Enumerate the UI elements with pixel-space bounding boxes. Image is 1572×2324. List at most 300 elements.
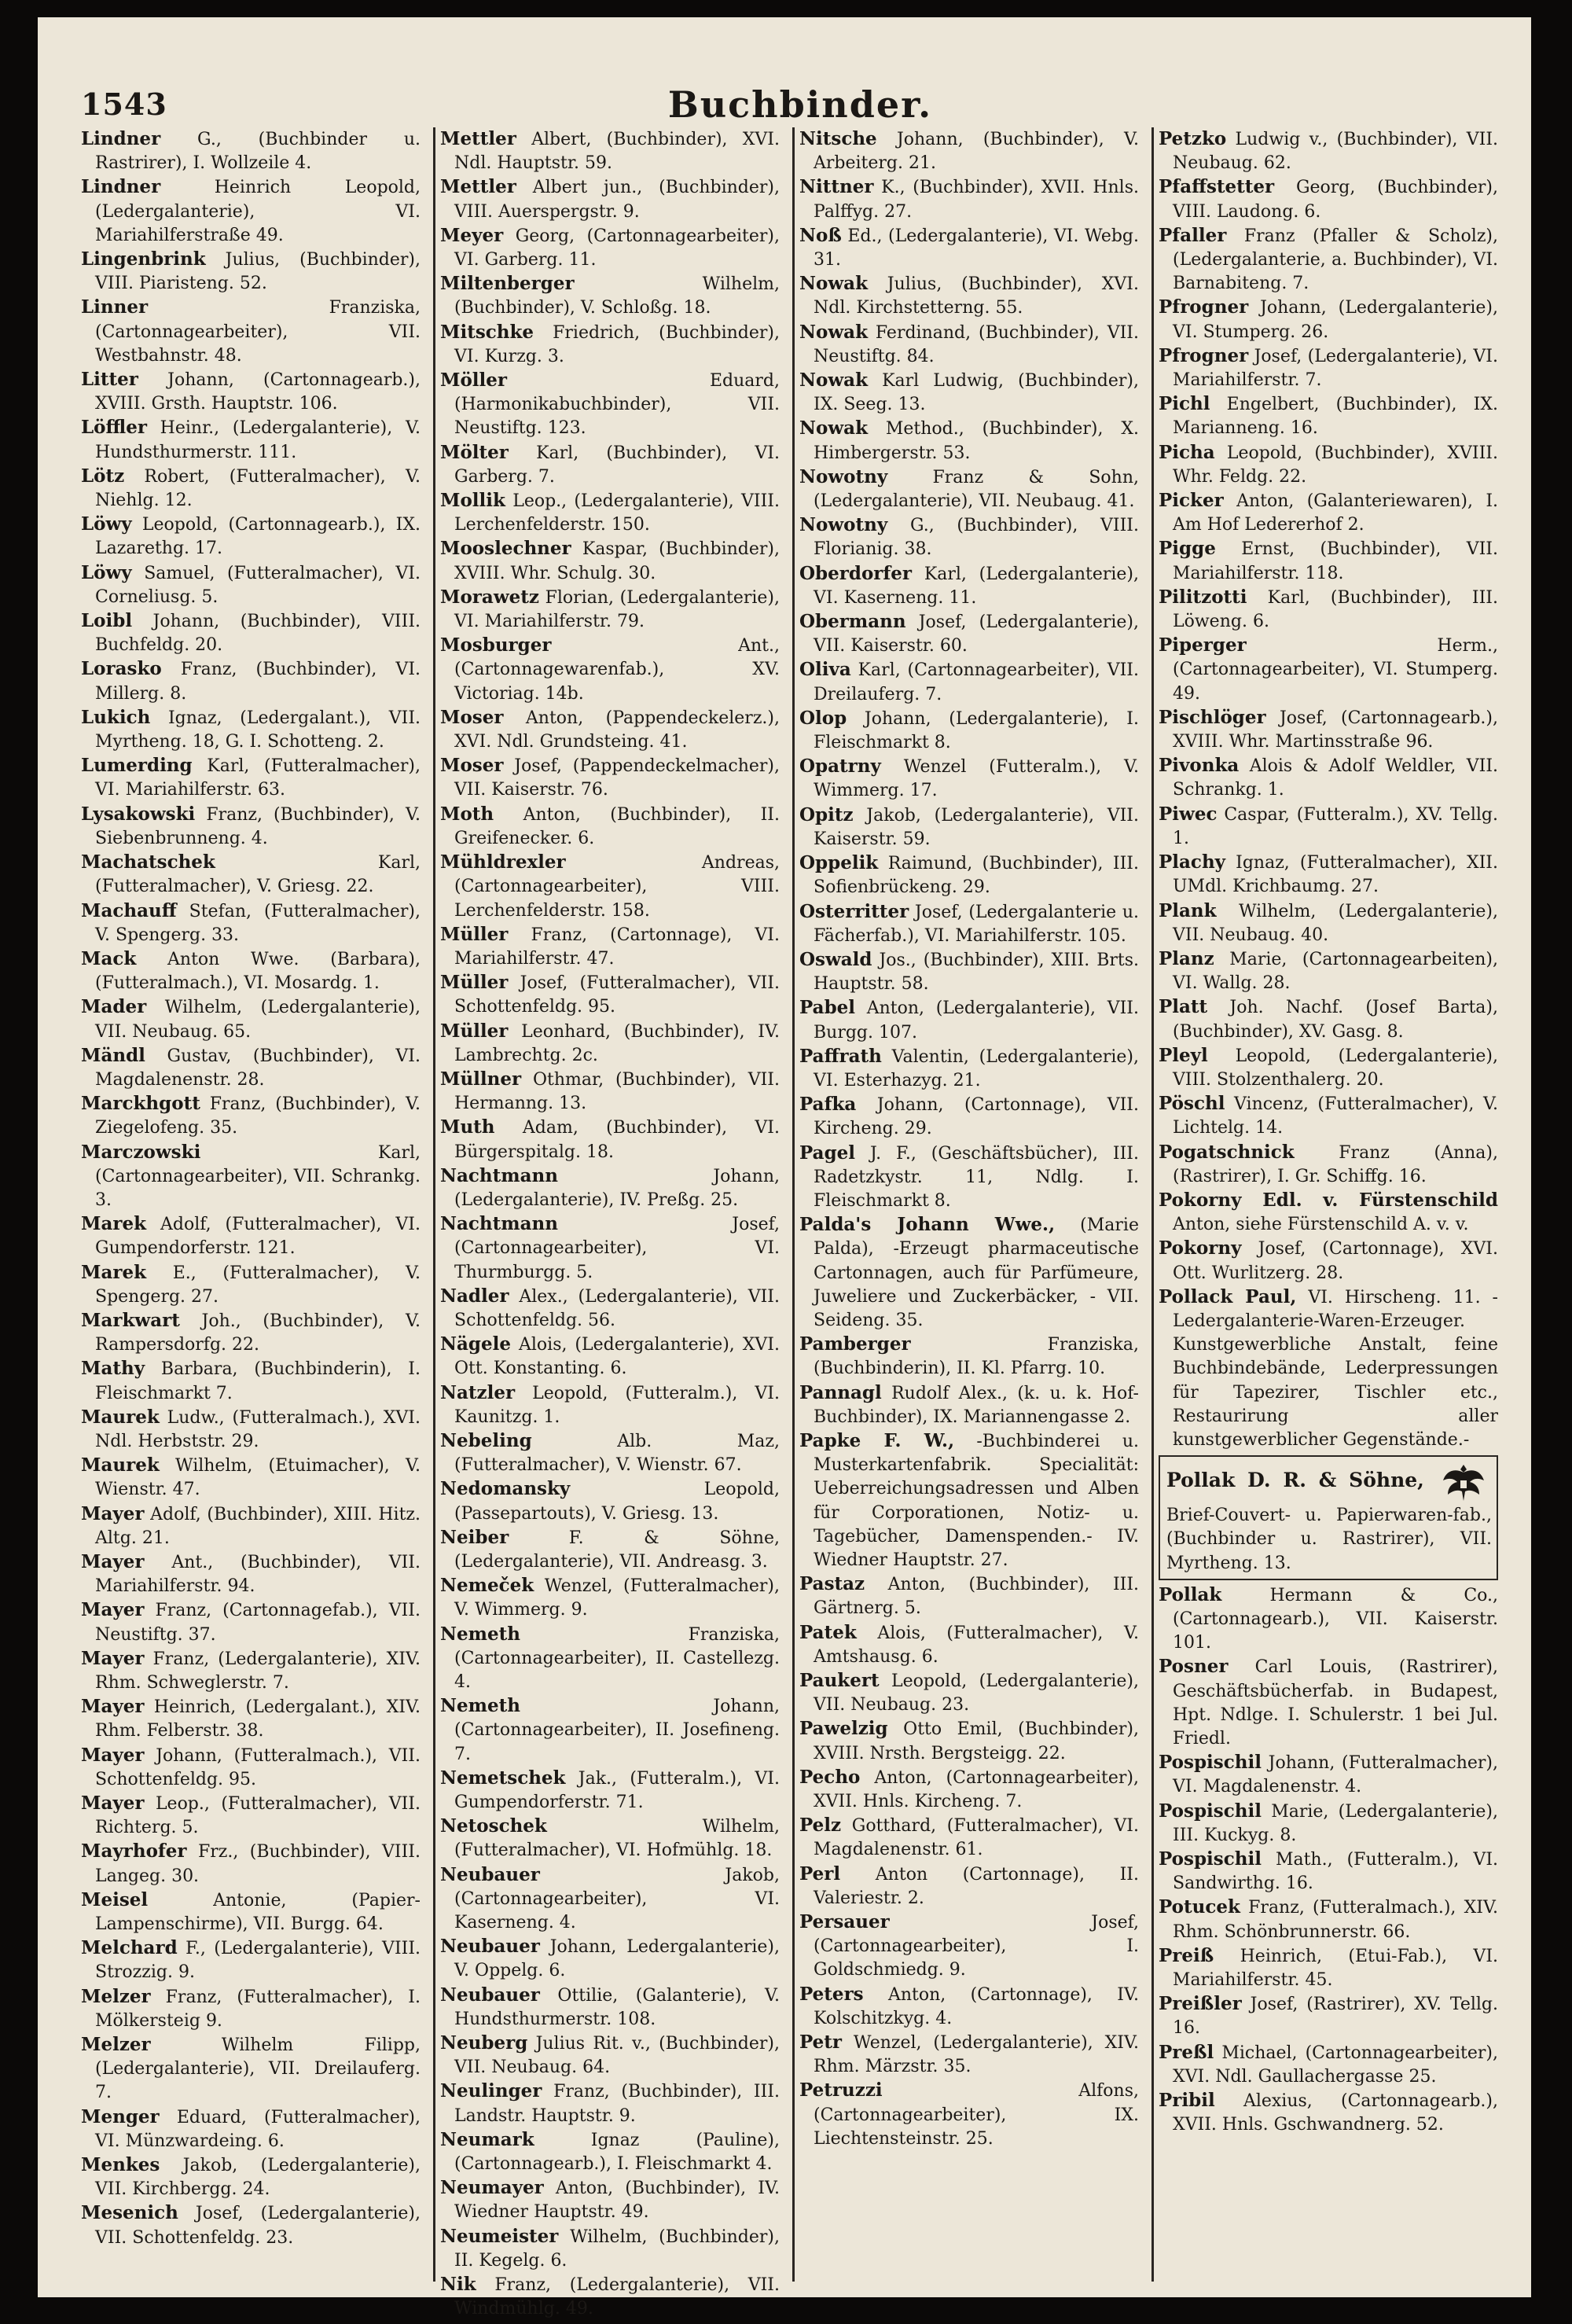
directory-entry (440, 489, 780, 537)
entry-name: Loibl (81, 610, 133, 632)
directory-entry (81, 1550, 421, 1598)
entry-details: E., (Futteralmacher), V. Spengerg. 27. (95, 1263, 421, 1307)
directory-entry (81, 851, 421, 899)
directory-entry (81, 561, 421, 609)
directory-entry (81, 1792, 421, 1840)
directory-entry (440, 1381, 780, 1429)
entry-name: Pospischil (1159, 1800, 1262, 1822)
entry-details: Otto Emil, (Buchbinder), XVIII. Nrsth. Bergsteigg. 22. (814, 1719, 1140, 1763)
directory-entry (81, 368, 421, 416)
entry-details: Leopold, (Ledergalanterie), VII. Neubaug. 23. (814, 1671, 1140, 1715)
entry-details: Andreas, (Cartonnagearbeiter), VIII. Lerchenfelderstr. 158. (454, 853, 780, 921)
entry-details: Karl, (Ledergalanterie), VI. Kaserneng. 11. (814, 564, 1140, 608)
entry-name: Pogatschnick (1159, 1141, 1295, 1163)
directory-entry (799, 562, 1139, 610)
entry-details: Stefan, (Futteralmacher), V. Spengerg. 33. (95, 901, 421, 945)
entry-details: Alex., (Ledergalanterie), VII. Schottenfeldg. 56. (454, 1286, 780, 1330)
entry-details: Wilhelm, (Buchbinder), II. Kegelg. 6. (454, 2227, 780, 2271)
directory-entry (1159, 1944, 1498, 1992)
directory-entry (1159, 1896, 1498, 1943)
directory-entry (81, 2105, 421, 2153)
directory-entry (440, 586, 780, 634)
directory-entry (799, 658, 1139, 706)
entry-name: Netoschek (440, 1815, 547, 1837)
entry-details: F. & Söhne, (Ledergalanterie), VII. Andreasg. 3. (454, 1528, 780, 1572)
entry-details: Marie, (Cartonnagearbeiten), VI. Wallg. 28. (1173, 949, 1498, 994)
entry-details: Raimund, (Buchbinder), III. Sofienbrückeng. 29. (814, 854, 1139, 898)
directory-entry (1159, 224, 1498, 296)
entry-details: Othmar, (Buchbinder), VII. Hermanng. 13. (454, 1069, 780, 1114)
entry-name: Potucek (1159, 1896, 1240, 1918)
entry-details: Karl, (Cartonnagearbeiter), VII. Schrankg. 3. (95, 1142, 421, 1210)
directory-entry (799, 465, 1139, 513)
directory-entry (440, 851, 780, 923)
entry-name: Mühldrexler (440, 851, 566, 873)
directory-entry (440, 634, 780, 706)
entry-details: Alois, (Ledergalanterie), XVI. Ott. Konstanting. 6. (454, 1335, 780, 1379)
entry-name: Marek (81, 1213, 147, 1235)
directory-entry (81, 1044, 421, 1092)
entry-name: Preißler (1159, 1993, 1242, 2015)
entry-details: Josef, (Cartonnagearb.), XVIII. Whr. Martinsstraße 96. (1173, 708, 1498, 752)
directory-entry (799, 610, 1139, 658)
entry-name: Mayrhofer (81, 1840, 187, 1863)
directory-entry (440, 537, 780, 585)
directory-entry (440, 1863, 780, 1936)
entry-details: Georg, (Cartonnagearbeiter), VI. Garberg. 11. (454, 226, 780, 270)
directory-entry (81, 706, 421, 754)
directory-entry (440, 1333, 780, 1381)
directory-entry (81, 2033, 421, 2105)
directory-entry (440, 1526, 780, 1574)
entry-name: Löffler (81, 417, 147, 439)
entry-name: Mayer (81, 1502, 145, 1524)
directory-entry (799, 1717, 1139, 1765)
entry-name: Perl (799, 1863, 841, 1885)
entry-name: Mayer (81, 1647, 145, 1669)
entry-details: Joh., (Buchbinder), V. Rampersdorfg. 22. (95, 1311, 421, 1355)
entry-details: Wilhelm, (Ledergalanterie), VII. Neubaug. 40. (1173, 901, 1499, 945)
entry-name: Mitschke (440, 321, 534, 343)
entry-name: Müller (440, 923, 509, 945)
directory-entry (440, 2128, 780, 2176)
directory-entry (440, 2225, 780, 2273)
entry-name: Neubauer (440, 1936, 540, 1958)
entry-name: Picker (1159, 490, 1224, 512)
entry-name: Miltenberger (440, 273, 575, 295)
entry-details: Anton (Cartonnage), II. Valeriestr. 2. (814, 1864, 1139, 1908)
entry-name: Muth (440, 1116, 495, 1138)
directory-entry (81, 1695, 421, 1743)
entry-details: Leop., (Ledergalanterie), VIII. Lerchenfelderstr. 150. (454, 491, 780, 535)
entry-name: Nebeling (440, 1429, 532, 1451)
directory-entry (81, 1888, 421, 1936)
entry-details: Heinrich, (Etui-Fab.), VI. Mariahilferstr. 45. (1173, 1946, 1498, 1991)
entry-name: Nemetschek (440, 1767, 566, 1789)
directory-entry (799, 1863, 1139, 1910)
entry-details: Wilhelm, (Futteralmacher), VI. Hofmühlg. 18. (454, 1817, 780, 1861)
entry-details: Johann, (Futteralmacher), VI. Magdalenenstr. 4. (1173, 1753, 1499, 1797)
entry-details: Franz, (Buchbinder), VI. Millerg. 8. (95, 660, 421, 704)
entry-name: Lingenbrink (81, 248, 206, 270)
entry-name: Pokorny Edl. v. Fürstenschild (1159, 1189, 1498, 1211)
directory-entry (81, 1744, 421, 1792)
entry-name: Menger (81, 2105, 160, 2127)
entry-details: Engelbert, (Buchbinder), IX. Marianneng. 16. (1173, 395, 1499, 439)
entry-details: Johann, (Ledergalanterie), VI. Stumperg. 26. (1173, 298, 1498, 342)
entry-details: (Marie Palda), -Erzeugt pharmaceutische Cartonnagen, auch für Parfümeure, Juweliere und Zuckerbäcker, - VII. Seideng. 35. (814, 1215, 1139, 1330)
entry-name: Pleyl (1159, 1044, 1208, 1066)
entry-details: Math., (Futteralm.), VI. Sandwirthg. 16. (1173, 1850, 1498, 1894)
entry-details: Antonie, (Papier-Lampenschirme), VII. Burgg. 64. (95, 1890, 421, 1935)
column-2 (440, 127, 786, 2319)
entry-details: Anton, (Buchbinder), IV. Wiedner Hauptstr. 49. (454, 2179, 780, 2223)
entry-details: Herm., (Cartonnagearbeiter), VI. Stumperg. 49. (1173, 636, 1498, 704)
entry-details: Julius, (Buchbinder), XVI. Ndl. Kirchstetterng. 55. (814, 274, 1139, 318)
entry-name: Posner (1159, 1656, 1229, 1678)
directory-entry (440, 321, 780, 369)
entry-details: Gustav, (Buchbinder), VI. Magdalenenstr. 28. (95, 1046, 421, 1090)
entry-name: Pigge (1159, 538, 1216, 560)
directory-entry (1159, 1800, 1498, 1848)
entry-details: Karl, (Buchbinder), III. Löweng. 6. (1173, 587, 1498, 632)
directory-entry (1159, 441, 1498, 489)
entry-details: Albert, (Buchbinder), XVI. Ndl. Hauptstr. 59. (454, 130, 780, 174)
entry-name: Nowotny (799, 465, 888, 487)
entry-name: Lorasko (81, 658, 162, 680)
directory-entry (799, 1213, 1139, 1333)
entry-details: VI. Hirscheng. 11. -Ledergalanterie-Waren-Erzeuger. Kunstgewerbliche Anstalt, feine Buchbindebände, Lederpressungen für Tapezirer, Tischler etc., Restaurirung aller kunstgewerblicher Gegenstände.- (1173, 1287, 1498, 1450)
entry-details: Franz, (Cartonnage), VI. Mariahilferstr. 47. (454, 925, 780, 969)
directory-entry (81, 1261, 421, 1309)
entry-details: Josef, (Rastrirer), XV. Tellg. 16. (1173, 1995, 1498, 2039)
entry-details: Anton, (Cartonnage), IV. Kolschitzkyg. 4. (814, 1984, 1139, 2028)
entry-details: Leopold, (Futteralm.), VI. Kaunitzg. 1. (454, 1383, 780, 1427)
entry-name: Nowak (799, 417, 869, 439)
entry-name: Nemeth (440, 1623, 520, 1645)
entry-details: Johann, (Cartonnagearbeiter), II. Josefineng. 7. (454, 1697, 780, 1764)
entry-name: Paukert (799, 1670, 880, 1691)
directory-entry (1159, 537, 1498, 585)
directory-entry (440, 2079, 780, 2127)
entry-details: Anton, (Ledergalanterie), VII. Burgg. 107. (814, 998, 1139, 1042)
entry-details: Franz, (Ledergalanterie), VII. Windmühlg. 49. (454, 2275, 780, 2319)
entry-details: Franz, (Buchbinder), III. Landstr. Hauptstr. 9. (454, 2082, 780, 2126)
entry-name: Mayer (81, 1793, 145, 1815)
entry-details: Wilhelm, (Ledergalanterie), VII. Neubaug. 65. (95, 998, 421, 1042)
entry-name: Lindner (81, 128, 161, 149)
entry-name: Oliva (799, 659, 851, 681)
directory-entry (440, 1285, 780, 1333)
directory-entry (81, 2153, 421, 2201)
entry-name: Nittner (799, 176, 874, 198)
directory-entry (1159, 296, 1498, 344)
entry-details: Karl, (Futteralmacher), VI. Mariahilferstr. 63. (95, 756, 421, 800)
entry-name: Nik (440, 2274, 476, 2296)
entry-details: Karl, (Buchbinder), VI. Garberg. 7. (454, 443, 780, 487)
directory-entry (81, 1406, 421, 1454)
entry-name: Möller (440, 370, 508, 392)
entry-details: Caspar, (Futteralm.), XV. Tellg. 1. (1173, 804, 1498, 848)
directory-entry (440, 1020, 780, 1068)
directory-entry (440, 971, 780, 1019)
entry-name: Petr (799, 2032, 843, 2054)
entry-details: Ottilie, (Galanterie), V. Hundsthurmerstr. 108. (454, 1985, 780, 2029)
directory-entry (440, 175, 780, 223)
entry-name: Picha (1159, 441, 1215, 463)
entry-details: Franziska, (Cartonnagearbeiter), VII. Westbahnstr. 48. (95, 298, 421, 366)
entry-details: Leopold, (Buchbinder), XVIII. Whr. Feldg. 22. (1173, 443, 1498, 487)
directory-entry (799, 1814, 1139, 1862)
directory-entry (81, 1454, 421, 1502)
directory-entry (1159, 1237, 1498, 1285)
entry-details: Josef, (Ledergalanterie u. Fächerfab.), VI. Mariahilferstr. 105. (814, 902, 1139, 946)
directory-entry (440, 369, 780, 441)
directory-entry (1159, 851, 1498, 899)
directory-entry (1159, 947, 1498, 995)
entry-details: Kaspar, (Buchbinder), XVIII. Whr. Schulg. 30. (454, 539, 780, 583)
entry-details: Georg, (Buchbinder), VIII. Laudong. 6. (1173, 178, 1498, 222)
entry-details: Wilhelm Filipp, (Ledergalanterie), VII. Dreilauferg. 7. (95, 2035, 421, 2103)
directory-entry (440, 1429, 780, 1477)
entry-details: Leopold, (Ledergalanterie), VIII. Stolzenthalerg. 20. (1173, 1046, 1499, 1090)
directory-entry (440, 272, 780, 320)
directory-entry (799, 272, 1139, 320)
entry-details: Wenzel, (Ledergalanterie), XIV. Rhm. Märzstr. 35. (814, 2033, 1139, 2077)
entry-details: Joh. Nachf. (Josef Barta), (Buchbinder), XV. Gasg. 8. (1173, 998, 1498, 1042)
entry-details: Josef, (Ledergalanterie), VII. Kaiserstr. 60. (814, 612, 1139, 656)
directory-entry (799, 1910, 1139, 1983)
entry-name: Nitsche (799, 128, 877, 149)
entry-name: Oswald (799, 948, 872, 970)
directory-entry (799, 321, 1139, 369)
entry-name: Nemeth (440, 1695, 520, 1717)
directory-entry (81, 1936, 421, 1984)
entry-name: Moser (440, 755, 504, 777)
column-3 (799, 127, 1145, 2282)
entry-name: Melzer (81, 1985, 151, 2007)
entry-name: Löwy (81, 561, 132, 583)
entry-details: Franz, (Buchbinder), V. Siebenbrunneng. 4. (95, 804, 421, 848)
directory-columns (81, 127, 1527, 2319)
entry-name: Nachtmann (440, 1164, 558, 1186)
entry-name: Pagel (799, 1142, 856, 1164)
entry-details: F., (Ledergalanterie), VIII. Strozzig. 9. (95, 1939, 421, 1983)
directory-entry (1159, 1751, 1498, 1799)
directory-entry (440, 803, 780, 851)
directory-page (38, 17, 1531, 2319)
entry-name: Pribil (1159, 2090, 1215, 2112)
entry-details: Wenzel, (Futteralmacher), V. Wimmerg. 9. (454, 1576, 780, 1620)
entry-details: G., (Buchbinder), VIII. Florianig. 38. (814, 516, 1139, 560)
entry-details: Friedrich, (Buchbinder), VI. Kurzg. 3. (454, 322, 780, 366)
directory-entry (81, 2201, 421, 2249)
entry-details: Franz (Anna), (Rastrirer), I. Gr. Schiffg. 16. (1173, 1142, 1499, 1186)
entry-name: Planz (1159, 947, 1214, 969)
directory-entry (81, 609, 421, 657)
directory-entry (81, 1502, 421, 1550)
entry-details: Heinr., (Ledergalanterie), V. Hundsthurmerstr. 111. (95, 418, 421, 462)
directory-entry (440, 1164, 780, 1212)
entry-details: Alb. Maz, (Futteralmacher), V. Wienstr. 67. (454, 1431, 780, 1476)
entry-details: Jak., (Futteralm.), VI. Gumpendorferstr. 71. (454, 1768, 780, 1813)
entry-name: Pichl (1159, 393, 1210, 415)
entry-details: Johann, (Futteralmach.), VII. Schottenfeldg. 95. (95, 1745, 421, 1789)
entry-name: Mathy (81, 1358, 145, 1380)
entry-name: Löwy (81, 513, 132, 535)
directory-entry (440, 224, 780, 272)
column-4 (1159, 127, 1504, 2282)
entry-name: Neuberg (440, 2032, 528, 2054)
entry-name: Mettler (440, 176, 516, 198)
entry-details: Josef, (Cartonnagearbeiter), I. Goldschmiedg. 9. (814, 1913, 1139, 1980)
entry-details: Josef, (Cartonnage), XVI. Ott. Wurlitzerg. 28. (1173, 1239, 1498, 1283)
entry-details: Method., (Buchbinder), X. Himbergerstr. 53. (814, 419, 1139, 463)
entry-details: Franz & Sohn, (Ledergalanterie), VII. Neubaug. 41. (814, 467, 1139, 512)
directory-entry (799, 996, 1139, 1044)
entry-name: Pilitzotti (1159, 586, 1247, 608)
entry-details: Jakob, (Ledergalanterie), VII. Kaiserstr. 59. (814, 805, 1139, 849)
entry-details: Wilhelm, (Etuimacher), V. Wienstr. 47. (95, 1456, 421, 1500)
directory-entry (1159, 1848, 1498, 1896)
entry-details: Albert jun., (Buchbinder), VIII. Auerspergstr. 9. (454, 178, 780, 222)
directory-entry (440, 127, 780, 175)
entry-details: Michael, (Cartonnagearbeiter), XVI. Ndl. Gaullachergasse 25. (1173, 2043, 1498, 2087)
entry-name: Pospischil (1159, 1752, 1262, 1774)
entry-name: Nachtmann (440, 1213, 558, 1235)
entry-name: Pfrogner (1159, 296, 1249, 318)
entry-name: Linner (81, 296, 149, 318)
entry-name: Mändl (81, 1044, 145, 1066)
directory-entry (1159, 1992, 1498, 2040)
entry-name: Marek (81, 1261, 147, 1283)
page-header (81, 72, 1519, 127)
entry-name: Litter (81, 369, 138, 391)
entry-details: Alfons, (Cartonnagearbeiter), IX. Liechtensteinstr. 25. (814, 2081, 1139, 2149)
entry-name: Mesenich (81, 2202, 178, 2224)
directory-entry (440, 1694, 780, 1767)
entry-name: Pecho (799, 1766, 861, 1788)
directory-entry (799, 127, 1139, 175)
directory-entry (799, 1142, 1139, 1214)
entry-details: Ant., (Buchbinder), VII. Mariahilferstr. 94. (95, 1552, 421, 1597)
entry-details: G., (Buchbinder u. Rastrirer), I. Wollzeile 4. (95, 130, 421, 174)
directory-entry (1159, 175, 1498, 223)
entry-name: Maurek (81, 1454, 160, 1476)
entry-name: Pfrogner (1159, 344, 1249, 366)
entry-details: Josef, (Cartonnagearbeiter), VI. Thurmburgg. 5. (454, 1215, 780, 1282)
directory-entry (799, 851, 1139, 899)
entry-name: Preiß (1159, 1944, 1214, 1966)
entry-name: Maurek (81, 1406, 160, 1428)
directory-entry (1159, 1189, 1498, 1237)
entry-details: Franz, (Buchbinder), V. Ziegelofeng. 35. (95, 1094, 421, 1138)
entry-name: Lysakowski (81, 803, 196, 825)
directory-entry (81, 248, 421, 296)
entry-details: Josef, (Ledergalanterie), VI. Mariahilferstr. 7. (1173, 346, 1498, 391)
entry-name: Menkes (81, 2154, 160, 2176)
entry-name: Opitz (799, 803, 854, 826)
entry-name: Pfaller (1159, 224, 1227, 246)
entry-details: Josef, (Pappendeckelmacher), VII. Kaiserstr. 76. (454, 756, 780, 800)
page-number: 1543 (81, 86, 167, 122)
entry-details: Leop., (Futteralmacher), VII. Richterg. 5. (95, 1794, 421, 1838)
entry-details: Eduard, (Harmonikabuchbinder), VII. Neustiftg. 123. (454, 371, 780, 439)
directory-entry (1159, 803, 1498, 851)
directory-entry (440, 754, 780, 802)
directory-entry (1159, 754, 1498, 802)
entry-details: Alois & Adolf Weldler, VII. Schrankg. 1. (1173, 756, 1498, 800)
directory-entry (799, 1669, 1139, 1717)
entry-name: Pollak D. R. & Söhne, (1166, 1469, 1424, 1492)
entry-name: Olop (799, 707, 847, 729)
entry-name: Neubauer (440, 1984, 540, 2006)
column-divider (433, 127, 435, 2282)
entry-details: Franz, (Futteralmach.), XIV. Rhm. Schönbrunnerstr. 66. (1173, 1898, 1499, 1942)
entry-name: Lumerding (81, 755, 193, 777)
entry-name: Nägele (440, 1333, 512, 1355)
entry-name: Meyer (440, 224, 504, 246)
entry-name: Neumayer (440, 2177, 544, 2199)
directory-entry (440, 1068, 780, 1116)
entry-details: Karl, (Cartonnagearbeiter), VII. Dreilauferg. 7. (814, 660, 1139, 704)
entry-name: Pafka (799, 1094, 857, 1116)
entry-name: Nowotny (799, 514, 888, 536)
directory-entry (440, 1574, 780, 1622)
entry-details: Leopold, (Passepartouts), V. Griesg. 13. (454, 1480, 780, 1524)
directory-entry (799, 2031, 1139, 2079)
column-1 (81, 127, 427, 2282)
entry-name: Pelz (799, 1815, 842, 1837)
entry-details: Johann, (Ledergalanterie), IV. Preßg. 25. (454, 1166, 780, 1210)
directory-entry (799, 369, 1139, 417)
entry-name: Mölter (440, 441, 509, 463)
directory-entry (1159, 899, 1498, 947)
entry-name: Plachy (1159, 851, 1226, 873)
directory-entry (1159, 634, 1498, 706)
entry-details: Ignaz (Pauline), (Cartonnagearb.), I. Fleischmarkt 4. (454, 2130, 780, 2175)
entry-details: Valentin, (Ledergalanterie), VI. Esterhazyg. 21. (814, 1046, 1139, 1090)
directory-entry (1159, 1141, 1498, 1189)
directory-entry (81, 899, 421, 947)
entry-name: Pöschl (1159, 1093, 1225, 1115)
entry-details: K., (Buchbinder), XVII. Hnls. Palffyg. 27. (814, 178, 1139, 222)
entry-name: Müllner (440, 1068, 522, 1090)
entry-details: J. F., (Geschäftsbücher), III. Radetzkystr. 11, Ndlg. I. Fleischmarkt 8. (814, 1143, 1139, 1211)
directory-entry (799, 1093, 1139, 1141)
directory-entry (799, 1381, 1139, 1429)
entry-name: Mayer (81, 1744, 145, 1766)
directory-entry (1159, 2089, 1498, 2137)
entry-name: Pastaz (799, 1573, 865, 1595)
directory-entry (1159, 586, 1498, 634)
entry-name: Nowak (799, 273, 869, 295)
entry-name: Neiber (440, 1526, 509, 1548)
entry-details: Ferdinand, (Buchbinder), VII. Neustiftg. 84. (814, 322, 1139, 366)
entry-details: Franziska, (Buchbinderin), II. Kl. Pfarrg. 10. (814, 1335, 1139, 1379)
entry-details: Josef, (Ledergalanterie), VII. Schottenfeldg. 23. (95, 2204, 421, 2248)
entry-details: Leopold, (Cartonnagearb.), IX. Lazarethg. 17. (95, 515, 421, 559)
entry-name: Opatrny (799, 756, 881, 778)
directory-entry (440, 1477, 780, 1525)
entry-details: Ludwig v., (Buchbinder), VII. Neubaug. 62. (1173, 130, 1499, 174)
entry-name: Machatschek (81, 851, 215, 873)
entry-name: Natzler (440, 1381, 516, 1403)
directory-entry (440, 1935, 780, 1983)
entry-name: Obermann (799, 611, 906, 633)
directory-entry (81, 1309, 421, 1357)
entry-details: -Buchbinderei u. Musterkartenfabrik. Specialität: Ueberreichungsadressen und Alben für Corporationen, Notiz- u. Tagebücher, Damenspenden.- IV. Wiedner Hauptstr. 27. (814, 1431, 1139, 1570)
